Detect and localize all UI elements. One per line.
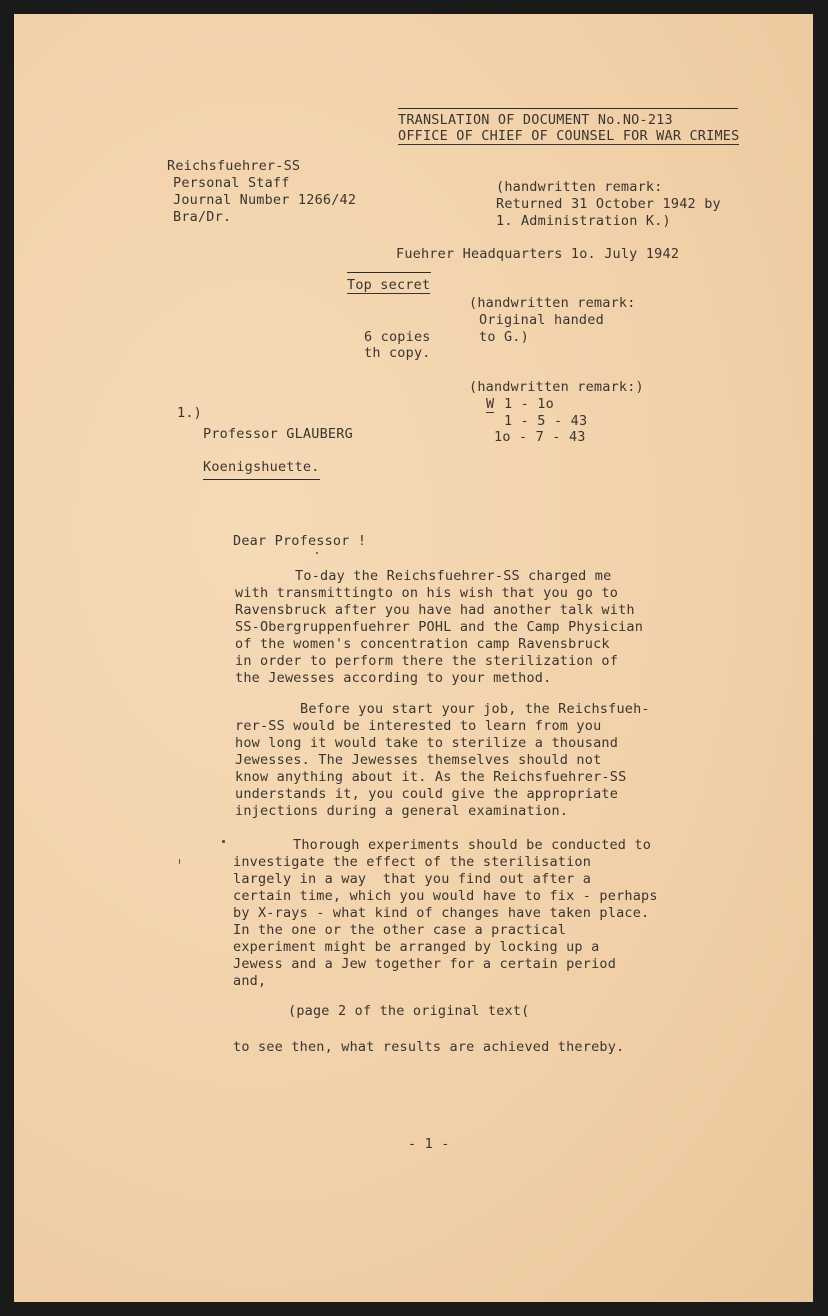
classification <box>347 277 430 294</box>
place-date: Fuehrer Headquarters 1o. July 1942 <box>396 246 680 262</box>
paragraph2-line-5: know anything about it. As the Reichsfuehrer-SS <box>235 769 627 785</box>
remark2-line-2: Original handed <box>479 312 604 328</box>
paragraph3-line-7: experiment might be arranged by locking up a <box>233 939 600 955</box>
paragraph1-line-5: of the women's concentration camp Ravensbruck <box>235 636 610 652</box>
paragraph2-line-1: Before you start your job, the Reichsfueh- <box>300 701 650 717</box>
paragraph3-line-3: largely in a way that you find out after a <box>233 871 592 887</box>
header-rule <box>398 108 738 109</box>
paragraph2-line-7: injections during a general examination. <box>235 803 569 819</box>
paragraph2-line-3: how long it would take to sterilize a thousand <box>235 735 619 751</box>
paragraph1-line-2: with transmittingto on his wish that you go to <box>235 585 619 601</box>
paragraph1-line-1: To-day the Reichsfuehrer-SS charged me <box>295 568 612 584</box>
remark3-title: (handwritten remark:) <box>469 379 644 395</box>
document-page <box>14 14 813 1302</box>
remark2-line-1: (handwritten remark: <box>469 295 636 311</box>
document-title: TRANSLATION OF DOCUMENT No.NO-213 <box>398 112 673 128</box>
paragraph3-line-8: Jewess and a Jew together for a certain period <box>233 956 617 972</box>
sender-line-1: Reichsfuehrer-SS <box>167 158 301 174</box>
remark3-w <box>486 396 494 413</box>
copies-line-2: th copy. <box>364 345 431 361</box>
paragraph3-line-2: investigate the effect of the sterilisation <box>233 854 592 870</box>
sender-line-2: Personal Staff <box>173 175 290 191</box>
addressee-rule <box>203 479 320 480</box>
salutation: Dear Professor ! <box>233 533 367 549</box>
paragraph2-line-4: Jewesses. The Jewesses themselves should not <box>235 752 602 768</box>
remark1-line-1: (handwritten remark: <box>496 179 663 195</box>
paragraph2-line-2: rer-SS would be interested to learn from you <box>235 718 602 734</box>
sender-line-3: Journal Number 1266/42 <box>173 192 357 208</box>
paragraph2-line-6: understands it, you could give the appropriate <box>235 786 619 802</box>
classification-rule <box>347 272 431 273</box>
closing-line: to see then, what results are achieved thereby. <box>233 1039 625 1055</box>
classification-text: Top secret <box>347 277 431 293</box>
ink-mark <box>222 840 225 843</box>
remark3-w-letter: W <box>486 396 495 412</box>
paragraph3-line-6: In the one or the other case a practical <box>233 922 567 938</box>
paragraph3-line-9: and, <box>233 973 267 989</box>
copies-line-1: 6 copies <box>364 329 431 345</box>
office-title-text: OFFICE OF CHIEF OF COUNSEL FOR WAR CRIMES <box>398 128 740 144</box>
sender-line-4: Bra/Dr. <box>173 209 232 225</box>
remark3-line-3: 1o - 7 - 43 <box>494 429 586 445</box>
remark2-line-3: to G.) <box>479 329 529 345</box>
paragraph3-line-4: certain time, which you would have to fix - perhaps <box>233 888 658 904</box>
ink-mark <box>179 859 180 864</box>
remark1-line-2: Returned 31 October 1942 by <box>496 196 721 212</box>
paragraph1-line-4: SS-Obergruppenfuehrer POHL and the Camp Physician <box>235 619 644 635</box>
paragraph3-line-1: Thorough experiments should be conducted to <box>293 837 652 853</box>
addressee-number: 1.) <box>177 405 202 421</box>
addressee-name: Professor GLAUBERG <box>203 426 353 442</box>
paragraph3-line-5: by X-rays - what kind of changes have taken place. <box>233 905 650 921</box>
paragraph1-line-3: Ravensbruck after you have had another talk with <box>235 602 635 618</box>
office-title <box>398 128 739 145</box>
remark3-line-1: 1 - 1o <box>504 396 554 412</box>
page-note: (page 2 of the original text( <box>288 1003 530 1019</box>
remark1-line-3: 1. Administration K.) <box>496 213 671 229</box>
ink-mark <box>316 552 318 554</box>
paragraph1-line-6: in order to perform there the sterilization of <box>235 653 619 669</box>
remark3-line-2: 1 - 5 - 43 <box>504 413 588 429</box>
page-number: - 1 - <box>408 1136 450 1152</box>
paragraph1-line-7: the Jewesses according to your method. <box>235 670 552 686</box>
addressee-place: Koenigshuette. <box>203 459 320 475</box>
